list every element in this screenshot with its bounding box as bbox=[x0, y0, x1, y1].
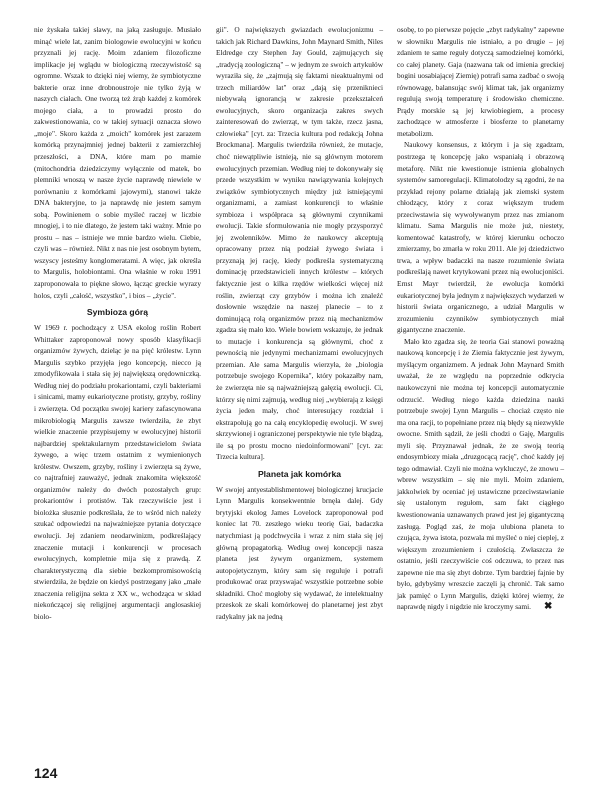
paragraph: osobę, to po pierwsze pojęcie „zbyt radykalny" zapewne w słowniku Margulis nie istniało, a po drugie – jej zdaniem te same reguły dotyczą samodzielnej komórki, co całej planety. Gaja (nazwana tak od imienia greckiej bogini uosabiającej Ziemię) potrafi sama zadbać o swoją równowagę, balansując swój klimat tak, jak organizmy regulują swoją temperaturę i środowisko chemiczne. Prądy morskie są jej krwiobiegiem, a procesy zachodzące w atmosferze i biosferze to planetarny metabolizm. bbox=[397, 25, 565, 138]
paragraph: gii". O największych gwiazdach ewolucjonizmu – takich jak Richard Dawkins, John Maynard Smith, Niles Eldredge czy Stephen Jay Gould, zajmujących się „tradycją zoologiczną" – w jednym ze swoich artykułów wyraziła się, że „zajmują się faktami nieaktualnymi od trzech miliardów lat" oraz „dają się przeniknieci niebywałą ignorancją w zakresie przekształceń ewolucyjnych, skoro organizacja zakres swych zainteresowań do zwierząt, w tym także, rzecz jasna, człowieka" [cyt. za: Trzecia kultura pod redakcją Johna Brockmana]. Margulis twierdziła również, że mutacje, choć niewątpliwie istnieją, nie są głównym motorem ewolucyjnych przemian. Według niej te dokonywały się przede wszystkim w wyniku nawiązywania kolejnych związków symbiotycznych między już istniejącymi organizmami, a zamiast konkurencji to właśnie symbioza i współpraca są głównymi czynnikami ewolucji. Takie sformułowania nie mogły przysporzyć jej zwolenników. Mimo że naukowcy akceptują opracowany przez nią podział żywego świata i przyznają jej rację, kiedy podkreśla systematyczną dominację przedstawicieli innych królestw – których faktycznie jest o kilka rzędów wielkości więcej niż roślin, zwierząt czy grzybów i można ich znaleźć dosłownie wszędzie na naszej planecie – to z dominującą rolą organizmów przez nią mechanizmów zgadza się mało kto. Wiele bowiem wskazuje, że jednak to mutacje i konkurencja są głównymi, choć z pewnością nie jedynymi mechanizmami ewolucyjnych przemian. Ale sama Margulis wierzyła, że „biologia potrzebuje swojego Kopernika", który pokazałby nam, że zwierzęta nie są najważniejszą gałęzią ewolucji. Ci, którzy się nimi zajmują, według niej „wybierają z księgi życia jeden mały, choć interesujący rozdział i ekstrapolują go na całą encyklopedię ewolucji. W swej skrzywionej i ograniczonej perspektywie nie tyle błądzą, ile są po prostu mocno niedoinformowani" [cyt. za: Trzecia kultura]. bbox=[216, 25, 384, 462]
paragraph: nie żyskała takiej sławy, na jaką zasługuje. Musiało minąć wiele lat, zanim biologowie ewolucyjni w końcu przyznali jej rację. Moim zdaniem filozoficzne implikacje jej wglądu w biologiczną rzeczywistość są ogromne. Wszak to dzięki niej wiemy, że symbiotyczne bakterie oraz inne drobnoustroje nie tylko żyją w naszych ciałach. One tworzą też żrąb każdej z komórek mojego ciała, a to prowadzi prosto do zakwestionowania, co w takiej sytuacji oznacza słowo „moje". Skoro każda z „moich" komórek jest zarazem komórką przynajmniej jednej bakterii z zamierzchłej przeszłości, a DNA, które mam po mamie (mitochondria dziedziczymy wyłącznie od matek, bo plemniki wnoszą w nasze życie naprawdę niewiele w porównaniu z komórkami jajowymi), stanowi także DNA bakteryjne, to ja naprawdę nie jestem samym sobą. Powinienem o sobie myśleć raczej w liczbie mnogiej, i to nie dlatego, że jestem taki ważny. Mnie po prostu – nas – istnieje we mnie bardzo wielu. Ciebie, czyli was – również. Nikt z nas nie jest osobnym bytem, wszyscy jesteśmy konglomeratami. A więc, jak określa to Margulis, holobiontami. Ona właśnie w roku 1991 zaproponowała to piękne słowo, łącząc greckie wyrazy holos, czyli „całość, wszystko", i bios – „życie". bbox=[34, 25, 201, 300]
text-column-left bbox=[34, 24, 201, 622]
paragraph-text: Mało kto zgadza się, że teoria Gai stanowi poważną naukową koncepcję i że Ziemia faktycznie jest żywym, myślącym organizmem. A jednak John Maynard Smith uważał, że ze względu na poprzednie odkrycia naukowczyni nie można tej koncepcji automatycznie odrzucić. Według niego każda dziedzina nauki potrzebuje swojej Lynn Margulis – chociaż często nie ma ona racji, to popełniane przez nią błędy są niezwykle owocne. Smith sądził, że jeśli chodzi o Gaję, Margulis myli się. Przyznawał jednak, że ze swoją teorią endosymbiozy miała „druzgocącą rację", choć każdy jej tego odmawiał. Czyli nie można wykluczyć, że znowu – wbrew wszystkim – się nie myli. Moim zdaniem, jakkolwiek by oceniać jej ustawiczne przeciwstawianie się ustalonym regułom, sam fakt ciągłego kwestionowania uznawanych prawd jest jej gigantyczną zasługą. Pogląd zaś, że moja ulubiona planeta to czująca, żywa istota, pozwala mi myśleć o niej cieplej, z większym zrozumieniem i czułością. Zwłaszcza że ostatnio, jeśli rzeczywiście coś odczuwa, to przez nas zapewne nie ma się zbyt dobrze. Tym bardziej fajnie by było, gdybyśmy wreszcie zaczęli ją chronić. Tak samo jak pamięć o Lynn Margulis, dzięki której wiemy, że naprawdę nigdy i nigdzie nie kroczymy sami. bbox=[397, 336, 564, 612]
section-heading-symbioza: Symbioza górą bbox=[86, 307, 149, 318]
page-number: 124 bbox=[34, 765, 58, 781]
text-column-right bbox=[397, 24, 564, 613]
section-heading-planeta: Planeta jak komórka bbox=[257, 468, 342, 479]
paragraph: W swojej antyestablishmentowej biologicznej krucjacie Lynn Margulis konsekwentnie brnęła dalej. Gdy brytyjski ekolog James Lovelock zaproponował pod koniec lat 70. zeszłego wieku teorię Gai, badaczka natychmiast ją podchwyciła i wraz z nim stała się jej główną propagatorką. Według owej koncepcji nasza planeta jest żywym organizmem, systemem autopojetycznym, który sam się reguluje i potrafi produkować oraz przyswajać wszystkie potrzebne sobie składniki. Choć mogłoby się wydawać, że intelektualny przeskok ze skali komórkowej do planetarnej jest zbyt radykalny jak na jedną bbox=[216, 484, 383, 621]
paragraph: Naukowy konsensus, z którym i ja się zgadzam, postrzega tę koncepcję jako wspaniałą i obrazową metaforę. Nikt nie kwestionuje istnienia globalnych systemów samoregulacji. Klimatolodzy są zgodni, że na przykład rejony polarne działają jak ziemski system chłodzący, który z coraz większym trudem przeciwstawia się wywoływanym przez nas zmianom klimatu. Sama Margulis nie może już, niestety, komentować katastrofy, w której kierunku ochoczo zmierzamy, bo zmarła w roku 2011. Ale jej dziedzictwo trwa, a wpływ badaczki na nasze rozumienie świata podkreślają nawet krytykowani przez nią ewolucjoniści. Ernst Mayr twierdził, że ewolucja komórki eukariotycznej była jednym z największych wydarzeń w historii świata organicznego, a udział Margulis w zrozumieniu czynników symbiotycznych miał gigantyczne znaczenie. bbox=[397, 140, 564, 335]
text-column-middle bbox=[216, 24, 383, 622]
paragraph: W 1969 r. pochodzący z USA ekolog roślin Robert Whittaker zaproponował nowy sposób klasyfikacji organizmów żywych, dzieląc je na pięć królestw. Lynn Margulis szybko przyjęła jego koncepcję, niecco ją zmodyfikowała i stała się jej największą orędowniczką. Według niej do podziału prokariontami, czyli bakteriami i sinicami, mamy eukariotyczne protisty, grzyby, rośliny i zwierzęta. Od początku swojej kariery zafascynowana mikrobiologią Margulis zawsze twierdziła, że zbyt wielkie znaczenie przypisujemy w ewolucyjnej historii najbardziej spektakularnym przedstawicielom świata żywego, a więc trzem ostatnim z wymienionych królestw. Owszem, grzyby, rośliny i zwierzęta są żywe, co najtrafniej zauważyć, jednak znakomita większość organizmów należy do dwóch pozostałych grup: prokariontów i protistów. Tak rzeczywiście jest i biolożka słusznie podkreślała, że to wśród nich należy szukać odpowiedzi na najważniejsze pytania dotyczące ewolucji. Jej zdaniem neodarwinizm, podkreślający znaczenie mutacji i konkurencji w procesach ewolucyjnych, kompletnie mija się z prawdą. Z charakterystyczną dla siebie bezkompromisowością stwierdziła, że będzie on kiedyś postrzegany jako „małe znaczenia religijna sekta z XX w., wchodząca w skład niekończącej się religijnej argumentacji anglosaskiej biolo- bbox=[34, 323, 201, 621]
end-of-article-icon: ✖ bbox=[543, 601, 553, 613]
paragraph bbox=[397, 336, 564, 613]
